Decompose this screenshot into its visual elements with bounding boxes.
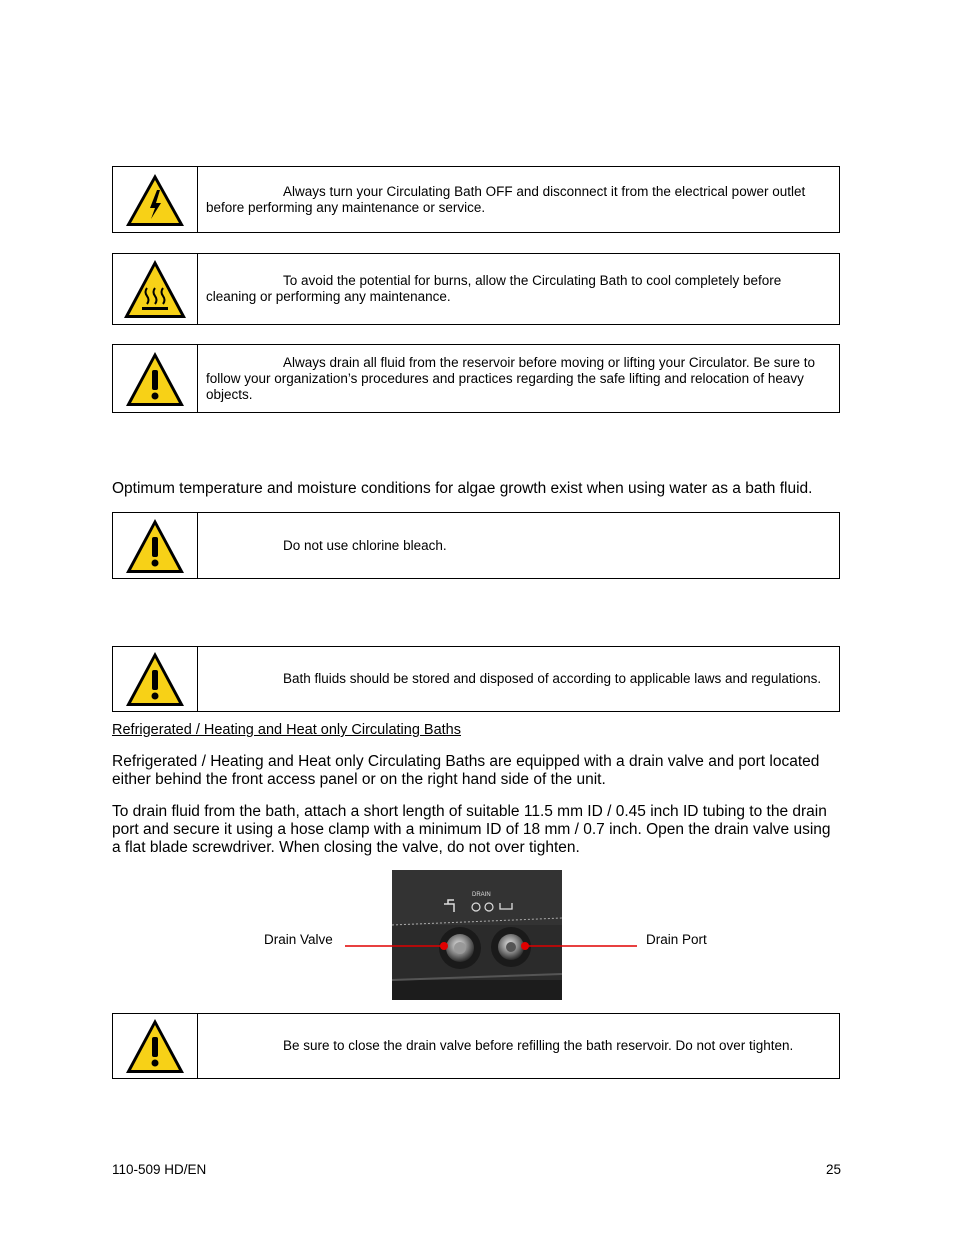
section-heading: Refrigerated / Heating and Heat only Circulating Baths — [112, 722, 461, 738]
page-number: 25 — [826, 1162, 842, 1177]
drain-valve-label: Drain Valve — [264, 932, 333, 947]
drain-location-paragraph: Refrigerated / Heating and Heat only Circulating Baths are equipped with a drain valve and port located either behind the front access panel or on the right hand side of the unit. — [112, 753, 820, 788]
warning-text: Bath fluids should be stored and disposed of according to applicable laws and regulations. — [283, 671, 822, 686]
drain-procedure-paragraph: To drain fluid from the bath, attach a short length of suitable 11.5 mm ID / 0.45 inch ID tubing to the drain port and secure it using a hose clamp with a minimum ID of 18 mm / 0.7 inch. Open the drain valve using a flat blade screwdriver. When closing the valve, do not over tighten. — [112, 803, 831, 856]
warning-text: Always drain all fluid from the reservoir before moving or lifting your Circulator. Be sure to follow your organization’s procedures and practices regarding the safe lifting and relocation of heavy objects. — [206, 354, 815, 402]
algae-paragraph: Optimum temperature and moisture conditions for algae growth exist when using water as a bath fluid. — [112, 480, 813, 497]
drain-port-label: Drain Port — [646, 932, 707, 947]
warning-text: To avoid the potential for burns, allow the Circulating Bath to cool completely before cleaning or performing any maintenance. — [206, 273, 782, 304]
caution-icon — [124, 1017, 186, 1075]
warning-text: Be sure to close the drain valve before refilling the bath reservoir. Do not over tighten. — [283, 1038, 794, 1053]
warning-box — [112, 1013, 840, 1079]
warning-text: Do not use chlorine bleach. — [283, 537, 447, 553]
document-number: 110-509 HD/EN — [112, 1162, 207, 1177]
panel-label: DRAIN — [472, 892, 491, 898]
warning-text: Always turn your Circulating Bath OFF and disconnect it from the electrical power outlet before performing any maintenance or service. — [206, 183, 806, 215]
